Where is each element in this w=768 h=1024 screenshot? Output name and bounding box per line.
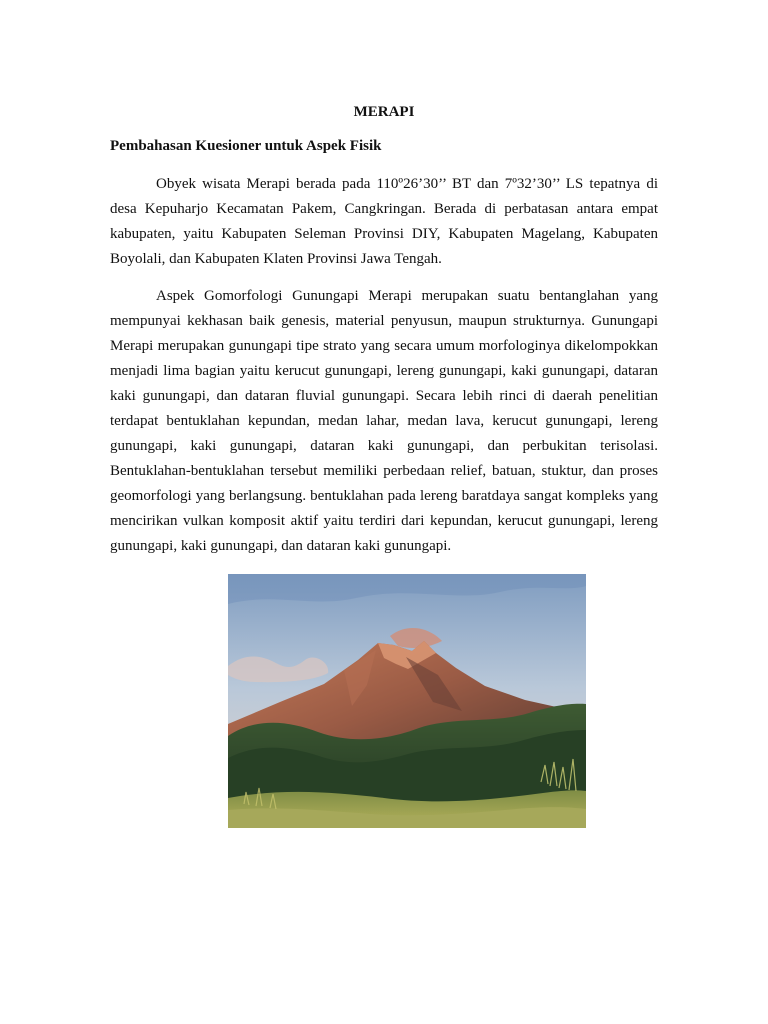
- document-title: MERAPI: [353, 104, 415, 120]
- paragraph-location: Obyek wisata Merapi berada pada 110º26’30’’ BT dan 7º32’30’’ LS tepatnya di desa Kepuharjo Kecamatan Pakem, Cangkringan. Berada di perbatasan antara empat kabupaten, yaitu Kabupaten Seleman Provinsi DIY, Kabupaten Magelang, Kabupaten Boyolali, dan Kabupaten Klaten Provinsi Jawa Tengah.: [110, 176, 658, 267]
- document-content: [110, 100, 658, 571]
- merapi-volcano-photo: [228, 574, 586, 828]
- section-heading: Pembahasan Kuesioner untuk Aspek Fisik: [110, 138, 382, 154]
- paragraph-geomorphology: Aspek Gomorfologi Gunungapi Merapi merupakan suatu bentanglahan yang mempunyai kekhasan baik genesis, material penyusun, maupun strukturnya. Gunungapi Merapi merupakan gunungapi tipe strato yang secara umum morfologinya dikelompokkan menjadi lima bagian yaitu kerucut gunungapi, lereng gunungapi, kaki gunungapi, dataran kaki gunungapi, dan dataran fluvial gunungapi. Secara lebih rinci di daerah penelitian terdapat bentuklahan kepundan, medan lahar, medan lava, kerucut gunungapi, lereng gunungapi, kaki gunungapi, dataran kaki gunungapi, dan perbukitan terisolasi. Bentuklahan-bentuklahan tersebut memiliki perbedaan relief, batuan, stuktur, dan proses geomorfologi yang berlangsung. bentuklahan pada lereng baratdaya sangat kompleks yang mencirikan vulkan komposit aktif yaitu terdiri dari kepundan, kerucut gunungapi, lereng gunungapi, kaki gunungapi, dan dataran kaki gunungapi.: [110, 288, 658, 554]
